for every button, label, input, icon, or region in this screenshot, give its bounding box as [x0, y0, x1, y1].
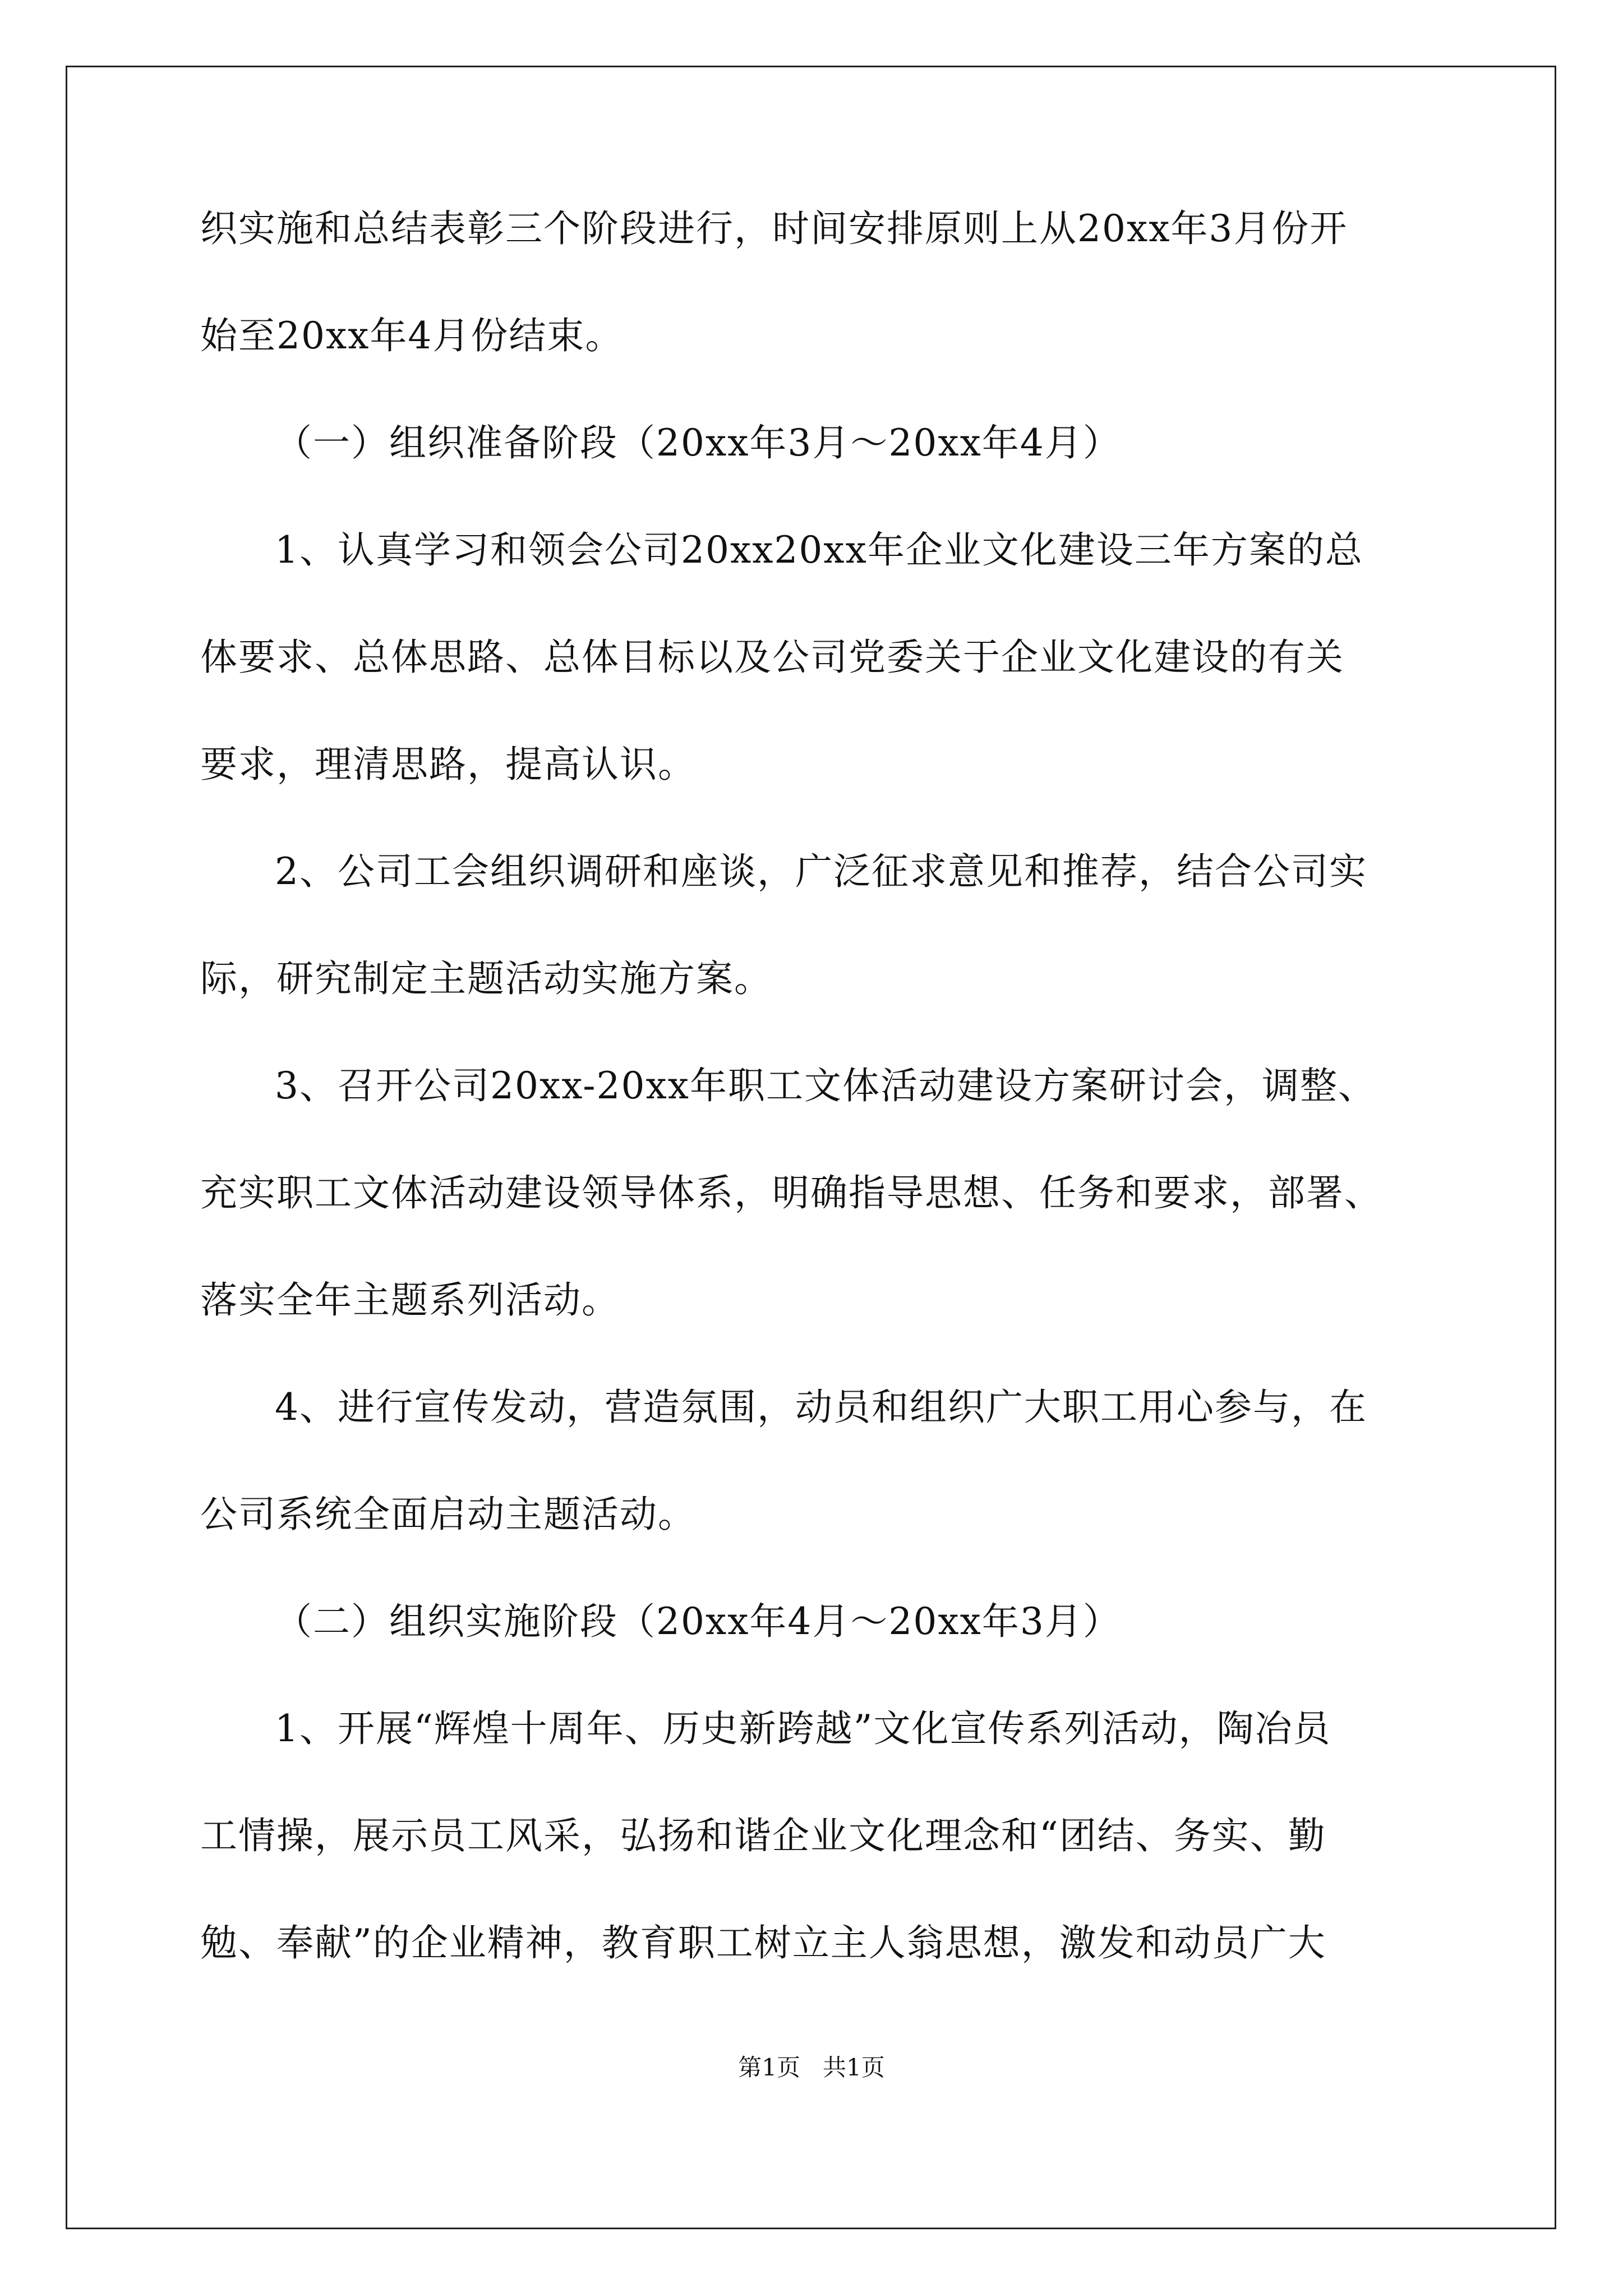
text-line: 织实施和总结表彰三个阶段进行，时间安排原则上从20xx年3月份开 — [200, 207, 1348, 250]
text-line: 际，研究制定主题活动实施方案。 — [200, 957, 772, 1000]
section-heading: （二）组织实施阶段（20xx年4月～20xx年3月） — [275, 1600, 1121, 1643]
text-line: 勉、奉献”的企业精神，教育职工树立主人翁思想，激发和动员广大 — [200, 1921, 1326, 1964]
section-heading: （一）组织准备阶段（20xx年3月～20xx年4月） — [275, 421, 1121, 464]
text-line: 4、进行宣传发动，营造氛围，动员和组织广大职工用心参与，在 — [275, 1386, 1367, 1429]
document-body — [200, 207, 1440, 2032]
page-footer — [0, 2056, 1623, 2079]
page-number: 第1页 — [738, 2054, 800, 2081]
text-line: 工情操，展示员工风采，弘扬和谐企业文化理念和“团结、务实、勤 — [200, 1814, 1326, 1857]
text-line: 要求，理清思路，提高认识。 — [200, 743, 696, 786]
text-line: 体要求、总体思路、总体目标以及公司党委关于企业文化建设的有关 — [200, 636, 1344, 679]
text-line: 充实职工文体活动建设领导体系，明确指导思想、任务和要求，部署、 — [200, 1171, 1382, 1214]
text-line: 2、公司工会组织调研和座谈，广泛征求意见和推荐，结合公司实 — [275, 850, 1367, 893]
text-line: 1、认真学习和领会公司20xx20xx年企业文化建设三年方案的总 — [275, 528, 1363, 572]
text-line: 公司系统全面启动主题活动。 — [200, 1493, 696, 1536]
text-line: 始至20xx年4月份结束。 — [200, 314, 624, 357]
text-line: 1、开展“辉煌十周年、历史新跨越”文化宣传系列活动，陶冶员 — [275, 1707, 1331, 1750]
text-line: 3、召开公司20xx-20xx年职工文体活动建设方案研讨会，调整、 — [275, 1064, 1376, 1107]
text-line: 落实全年主题系列活动。 — [200, 1278, 620, 1322]
page-total: 共1页 — [823, 2054, 885, 2081]
